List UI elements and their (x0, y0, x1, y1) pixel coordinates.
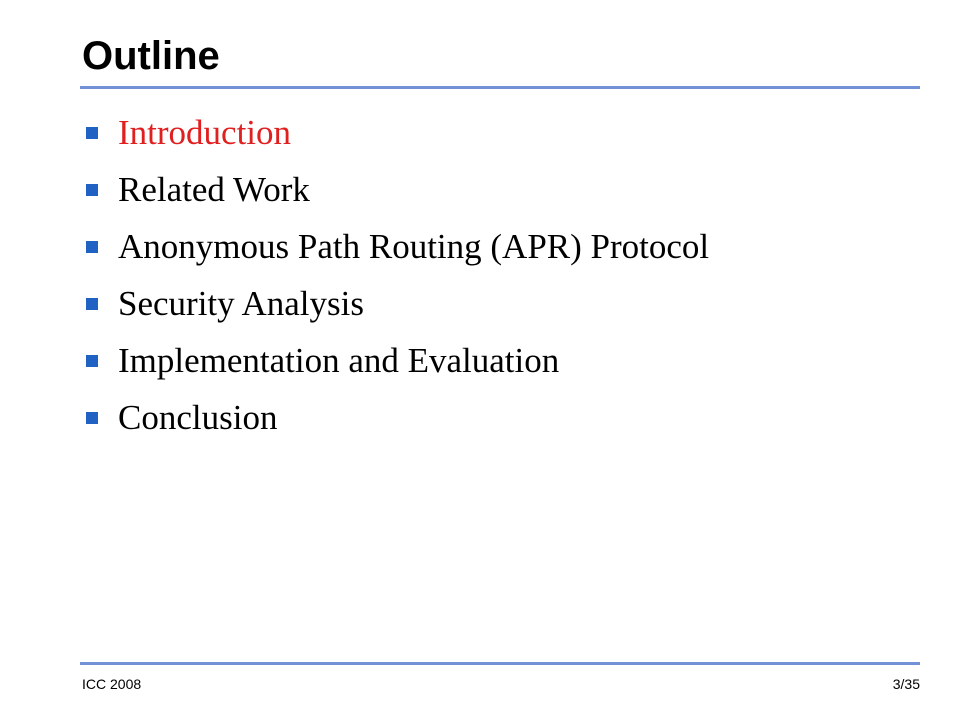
outline-item-label: Related Work (118, 170, 310, 209)
footer-divider (80, 662, 920, 665)
slide-title: Outline (82, 34, 220, 78)
outline-item-label: Security Analysis (118, 284, 364, 323)
outline-item-apr-protocol (86, 218, 709, 275)
outline-list (86, 104, 709, 446)
outline-item-related-work (86, 161, 709, 218)
outline-item-security-analysis (86, 275, 709, 332)
square-bullet-icon (86, 412, 98, 424)
outline-item-label: Anonymous Path Routing (APR) Protocol (118, 227, 710, 266)
footer-page-number: 3/35 (892, 676, 920, 692)
square-bullet-icon (86, 127, 98, 139)
outline-item-label: Introduction (118, 113, 292, 152)
square-bullet-icon (86, 298, 98, 310)
outline-item-conclusion (86, 389, 709, 446)
outline-item-introduction (86, 104, 709, 161)
outline-item-implementation (86, 332, 709, 389)
footer-conference: ICC 2008 (82, 676, 142, 692)
outline-item-label: Conclusion (118, 398, 278, 437)
square-bullet-icon (86, 355, 98, 367)
title-divider (80, 86, 920, 89)
outline-item-label: Implementation and Evaluation (118, 341, 560, 380)
square-bullet-icon (86, 184, 98, 196)
square-bullet-icon (86, 241, 98, 253)
